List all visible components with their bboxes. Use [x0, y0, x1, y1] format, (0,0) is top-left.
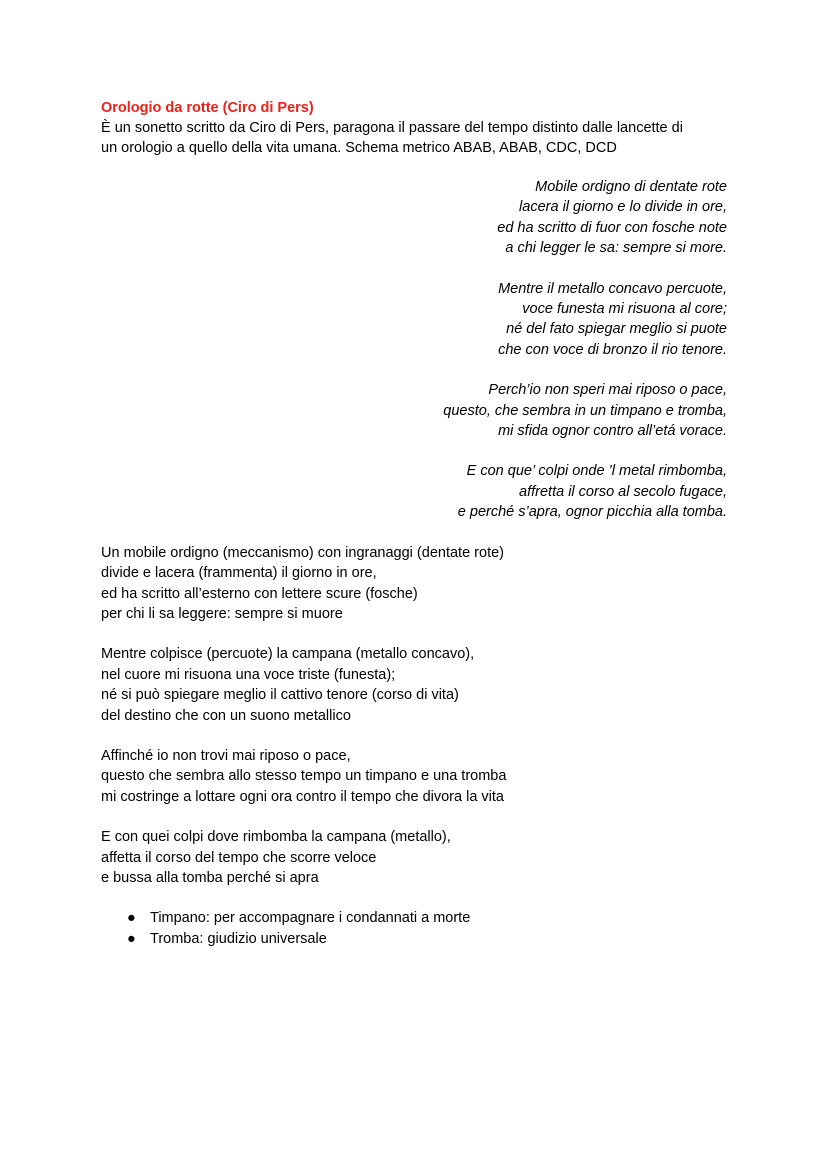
- poem-line: né del fato spiegar meglio si puote: [506, 321, 727, 338]
- poem-line: a chi legger le sa: sempre si more.: [505, 240, 727, 257]
- paraphrase-line: divide e lacera (frammenta) il giorno in ore,: [101, 565, 377, 582]
- paraphrase-line: affetta il corso del tempo che scorre veloce: [101, 849, 377, 866]
- list-item: [125, 908, 727, 928]
- poem-stanza-3: [101, 380, 727, 441]
- poem-line: Perch’io non speri mai riposo o pace,: [488, 382, 727, 399]
- paraphrase-line: Affinché io non trovi mai riposo o pace,: [101, 747, 351, 764]
- paraphrase-line: né si può spiegare meglio il cattivo tenore (corso di vita): [101, 687, 459, 704]
- poem: [101, 177, 727, 523]
- poem-stanza-2: [101, 279, 727, 361]
- poem-stanza-1: [101, 177, 727, 259]
- note-text: Tromba: giudizio universale: [150, 930, 327, 947]
- paraphrase-line: ed ha scritto all’esterno con lettere scure (fosche): [101, 585, 418, 602]
- poem-line: E con que’ colpi onde ’l metal rimbomba,: [466, 463, 727, 480]
- intro-line: È un sonetto scritto da Ciro di Pers, paragona il passare del tempo distinto dalle lancette di: [101, 120, 683, 136]
- paraphrase-line: questo che sembra allo stesso tempo un timpano e una tromba: [101, 768, 507, 785]
- paraphrase-stanza-3: [101, 746, 727, 807]
- poem-line: questo, che sembra in un timpano e tromba,: [443, 402, 727, 419]
- notes-list: [101, 908, 727, 949]
- paraphrase-line: e bussa alla tomba perché si apra: [101, 869, 319, 886]
- poem-line: Mentre il metallo concavo percuote,: [498, 280, 727, 297]
- poem-line: Mobile ordigno di dentate rote: [535, 179, 727, 195]
- poem-line: lacera il giorno e lo divide in ore,: [519, 199, 727, 216]
- poem-line: che con voce di bronzo il rio tenore.: [498, 341, 727, 358]
- poem-line: e perché s’apra, ognor picchia alla tomba.: [457, 504, 727, 521]
- paraphrase-stanza-1: [101, 543, 727, 625]
- poem-line: ed ha scritto di fuor con fosche note: [497, 219, 727, 236]
- document-title: Orologio da rotte (Ciro di Pers): [101, 100, 314, 116]
- intro-paragraph: [101, 118, 727, 158]
- list-item: [125, 929, 727, 949]
- paraphrase-line: del destino che con un suono metallico: [101, 707, 351, 724]
- note-text: Timpano: per accompagnare i condannati a morte: [150, 910, 471, 927]
- paraphrase-line: nel cuore mi risuona una voce triste (funesta);: [101, 666, 396, 683]
- bullet-icon: ●: [127, 910, 136, 927]
- poem-stanza-4: [101, 461, 727, 522]
- paraphrase-line: mi costringe a lottare ogni ora contro il tempo che divora la vita: [101, 788, 504, 805]
- paraphrase-stanza-2: [101, 644, 727, 726]
- bullet-icon: ●: [127, 930, 136, 947]
- paraphrase-stanza-4: [101, 827, 727, 888]
- intro-line: un orologio a quello della vita umana. Schema metrico ABAB, ABAB, CDC, DCD: [101, 140, 617, 156]
- paraphrase-line: Un mobile ordigno (meccanismo) con ingranaggi (dentate rote): [101, 544, 504, 561]
- document-content: [101, 98, 727, 949]
- paraphrase-line: Mentre colpisce (percuote) la campana (metallo concavo),: [101, 646, 475, 663]
- poem-line: mi sfida ognor contro all’etá vorace.: [498, 423, 727, 440]
- paraphrase-line: E con quei colpi dove rimbomba la campana (metallo),: [101, 829, 451, 846]
- poem-line: voce funesta mi risuona al core;: [522, 301, 727, 318]
- poem-line: affretta il corso al secolo fugace,: [519, 483, 727, 500]
- paraphrase-line: per chi li sa leggere: sempre si muore: [101, 605, 343, 622]
